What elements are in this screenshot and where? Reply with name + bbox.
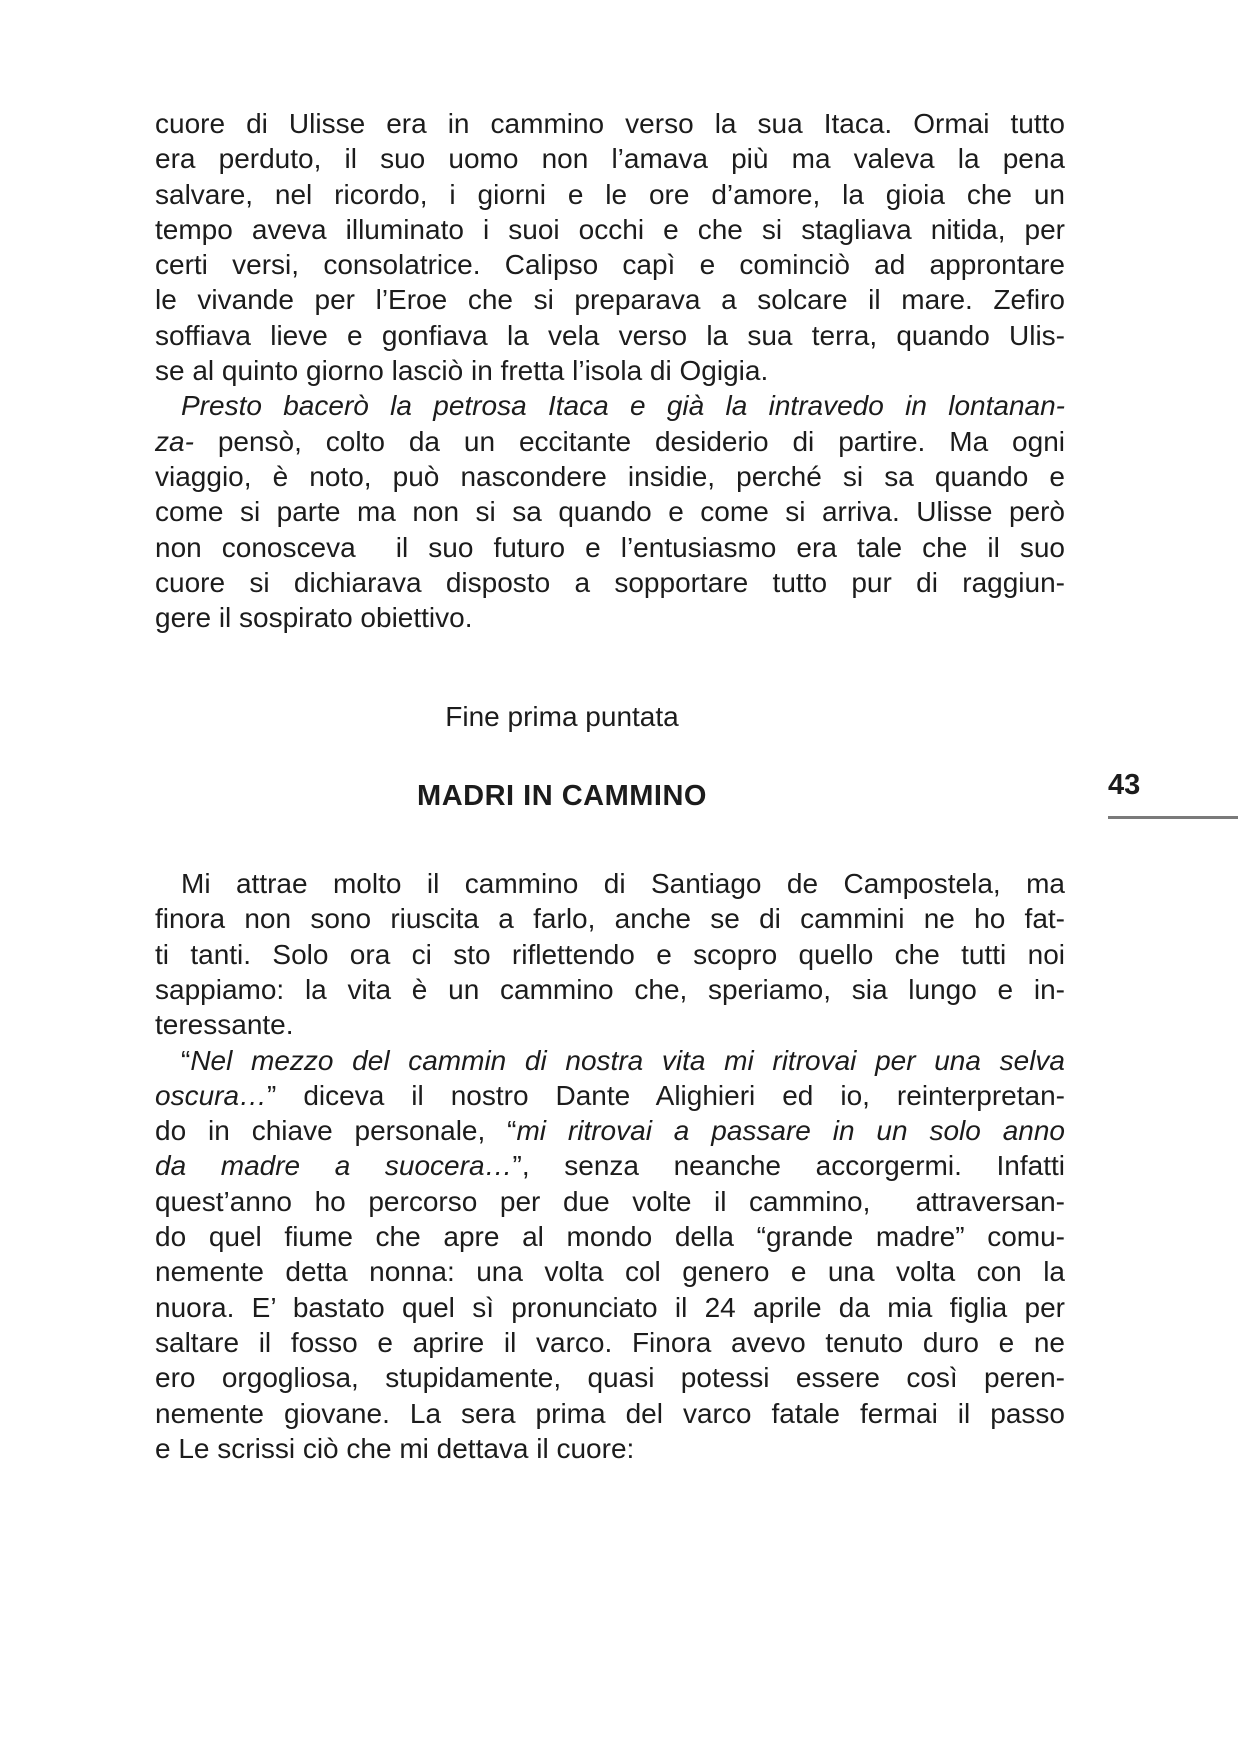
text-line	[155, 424, 1065, 459]
italic-text-segment: Nel mezzo del cammin di nostra vita mi ritrovai per una selva	[190, 1044, 1065, 1076]
section-heading: MADRI IN CAMMINO	[417, 779, 707, 812]
text-segment: pensò, colto da un eccitante desiderio di partire. Ma ogni	[193, 425, 1065, 457]
text-segment: “	[181, 1044, 191, 1076]
text-segment: do in chiave personale, “	[155, 1115, 517, 1147]
text-line	[155, 972, 1065, 1007]
italic-text-segment: da madre a suocera…	[155, 1150, 513, 1182]
text-segment: ti tanti. Solo ora ci sto riflettendo e scopro quello che tutti noi	[155, 938, 1065, 970]
text-segment: non conosceva il suo futuro e l’entusiasmo era tale che il suo	[155, 531, 1065, 563]
body-paragraph	[155, 866, 1065, 1042]
text-line	[155, 937, 1065, 972]
section-closing-line: Fine prima puntata	[445, 701, 679, 733]
text-line	[155, 459, 1065, 494]
text-line	[155, 494, 1065, 529]
text-segment: le vivande per l’Eroe che si preparava a solcare il mare. Zefiro	[155, 284, 1065, 316]
italic-text-segment: oscura…	[155, 1079, 268, 1111]
text-segment: sappiamo: la vita è un cammino che, speriamo, sia lungo e in-	[155, 973, 1065, 1005]
text-segment: come si parte ma non si sa quando e come si arriva. Ulisse però	[155, 496, 1065, 528]
text-segment: era perduto, il suo uomo non l’amava più ma valeva la pena	[155, 143, 1065, 175]
text-line	[155, 177, 1065, 212]
text-segment: ”, senza neanche accorgermi. Infatti	[512, 1150, 1065, 1182]
text-segment: nemente giovane. La sera prima del varco fatale fermai il passo	[155, 1397, 1065, 1429]
text-line	[155, 530, 1065, 565]
text-line	[155, 901, 1065, 936]
text-line	[155, 212, 1065, 247]
body-paragraph	[155, 1043, 1065, 1467]
margin-rule	[1108, 816, 1238, 819]
text-segment: salvare, nel ricordo, i giorni e le ore d’amore, la gioia che un	[155, 178, 1065, 210]
text-line	[155, 1184, 1065, 1219]
text-line	[155, 1148, 1065, 1183]
text-segment: viaggio, è noto, può nascondere insidie, perché si sa quando e	[155, 460, 1065, 492]
text-line	[155, 247, 1065, 282]
text-segment: teressante.	[155, 1009, 294, 1041]
italic-text-segment: mi ritrovai a passare in un solo anno	[516, 1115, 1065, 1147]
text-line	[155, 1431, 1065, 1466]
text-segment: tempo aveva illuminato i suoi occhi e che si stagliava nitida, per	[155, 213, 1065, 245]
text-segment: quest’anno ho percorso per due volte il cammino, attraversan-	[155, 1185, 1065, 1217]
text-line	[155, 1396, 1065, 1431]
text-line	[155, 600, 1065, 635]
body-paragraph	[155, 106, 1065, 388]
text-line	[155, 1219, 1065, 1254]
text-line	[155, 1007, 1065, 1042]
text-segment: cuore di Ulisse era in cammino verso la sua Itaca. Ormai tutto	[155, 108, 1065, 139]
body-paragraph	[155, 388, 1065, 635]
text-line	[155, 318, 1065, 353]
text-segment: nemente detta nonna: una volta col genero e una volta con la	[155, 1256, 1065, 1288]
text-line	[155, 353, 1065, 388]
text-segment: ero orgogliosa, stupidamente, quasi potessi essere così peren-	[155, 1362, 1065, 1394]
text-segment: finora non sono riuscita a farlo, anche se di cammini ne ho fat-	[155, 903, 1065, 935]
text-line	[155, 866, 1065, 901]
text-segment: ” diceva il nostro Dante Alighieri ed io, reinterpretan-	[267, 1079, 1065, 1111]
page-number: 43	[1108, 769, 1141, 801]
text-line	[155, 282, 1065, 317]
text-segment: cuore si dichiarava disposto a sopportare tutto pur di raggiun-	[155, 566, 1065, 598]
text-line	[155, 141, 1065, 176]
text-line	[155, 1290, 1065, 1325]
text-line	[155, 1078, 1065, 1113]
text-segment: saltare il fosso e aprire il varco. Finora avevo tenuto duro e ne	[155, 1326, 1065, 1358]
text-line	[155, 565, 1065, 600]
text-segment: gere il sospirato obiettivo.	[155, 602, 473, 634]
text-line	[155, 1043, 1065, 1078]
italic-text-segment: Presto bacerò la petrosa Itaca e già la intravedo in lontanan-	[181, 390, 1065, 422]
italic-text-segment: za-	[155, 425, 194, 457]
text-segment: se al quinto giorno lasciò in fretta l’isola di Ogigia.	[155, 355, 769, 387]
text-segment: Mi attrae molto il cammino di Santiago de Campostela, ma	[181, 868, 1065, 900]
text-column	[155, 106, 1065, 1466]
text-line	[155, 1113, 1065, 1148]
text-segment: soffiava lieve e gonfiava la vela verso la sua terra, quando Ulis-	[155, 319, 1065, 351]
text-segment: nuora. E’ bastato quel sì pronunciato il 24 aprile da mia figlia per	[155, 1291, 1065, 1323]
text-line	[155, 388, 1065, 423]
text-line	[155, 1360, 1065, 1395]
text-line	[155, 1325, 1065, 1360]
text-segment: e Le scrissi ciò che mi dettava il cuore:	[155, 1432, 635, 1464]
text-line	[155, 1254, 1065, 1289]
text-line	[155, 106, 1065, 141]
text-segment: certi versi, consolatrice. Calipso capì e cominciò ad approntare	[155, 249, 1065, 281]
text-segment: do quel fiume che apre al mondo della “grande madre” comu-	[155, 1221, 1065, 1253]
